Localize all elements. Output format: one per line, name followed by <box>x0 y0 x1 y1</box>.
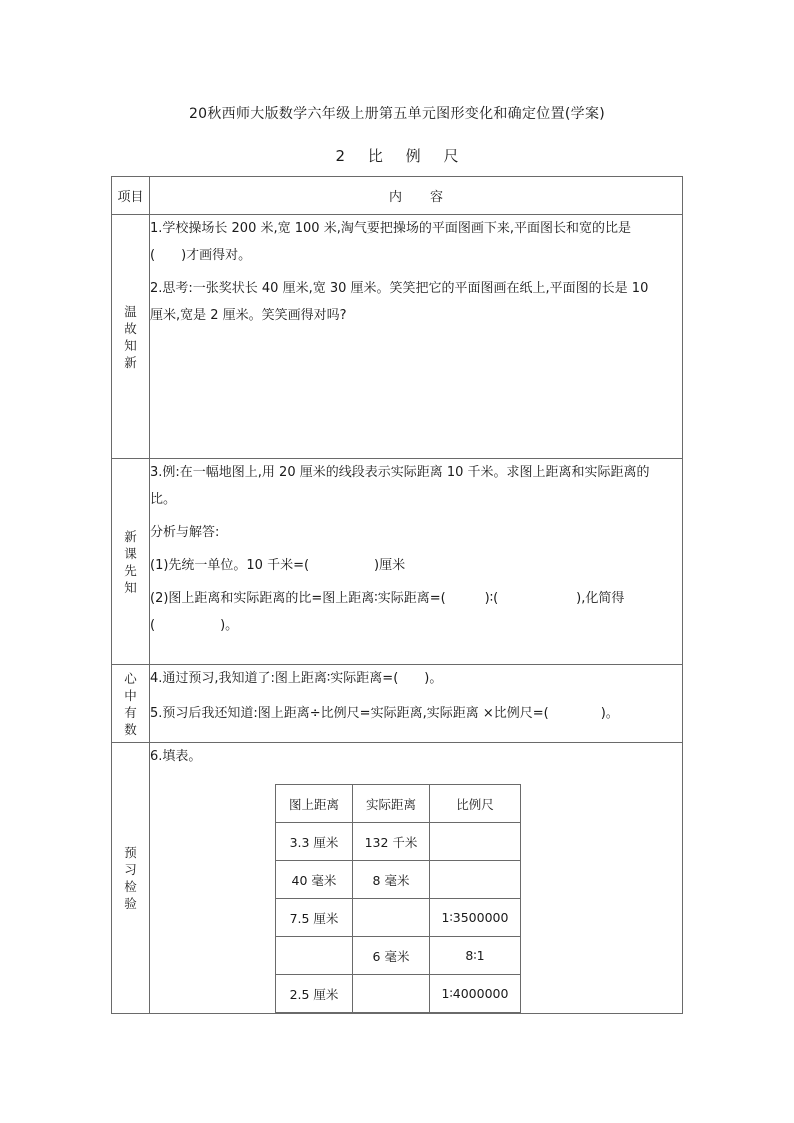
lesson-title-char-2: 例 <box>405 147 421 165</box>
section-review-label: 温故知新 <box>124 303 137 370</box>
section-mind <box>112 665 683 743</box>
worksheet-table <box>111 176 683 1014</box>
question-6: 6.填表。 <box>150 749 202 764</box>
question-4: 4.通过预习,我知道了:图上距离∶实际距离=( )。 <box>150 671 443 686</box>
table-row <box>276 975 521 1013</box>
map-distance-cell: 40 毫米 <box>276 861 353 899</box>
section-check-label: 预习检验 <box>124 845 137 911</box>
table-row <box>276 823 521 861</box>
analysis-heading: 分析与解答: <box>150 525 220 540</box>
step-1: (1)先统一单位。10 千米=( )厘米 <box>150 558 406 573</box>
header-content-char-2: 容 <box>430 190 444 205</box>
section-mind-label-cell <box>112 665 150 743</box>
header-content-cell <box>150 177 683 215</box>
actual-distance-cell: 6 毫米 <box>353 937 430 975</box>
section-review <box>112 215 683 459</box>
lesson-title <box>0 145 794 166</box>
scale-cell: 1∶4000000 <box>430 975 521 1013</box>
section-check-label-cell <box>112 743 150 1014</box>
section-new-lesson <box>112 459 683 665</box>
section-mind-label: 心中有数 <box>124 670 137 737</box>
table-row <box>276 899 521 937</box>
fill-table-header-map-distance: 图上距离 <box>276 785 353 823</box>
table-row <box>276 937 521 975</box>
section-new-lesson-label-cell <box>112 459 150 665</box>
question-2-line-2: 厘米,宽是 2 厘米。笑笑画得对吗? <box>150 308 347 323</box>
question-3-line-1: 3.例:在一幅地图上,用 20 厘米的线段表示实际距离 10 千米。求图上距离和实际距离的 <box>150 465 650 480</box>
question-2-line-1: 2.思考:一张奖状长 40 厘米,宽 30 厘米。笑笑把它的平面图画在纸上,平面图的长是 10 <box>150 281 649 296</box>
question-5: 5.预习后我还知道:图上距离÷比例尺=实际距离,实际距离 ×比例尺=( )。 <box>150 706 619 721</box>
fill-table-header-actual-distance: 实际距离 <box>353 785 430 823</box>
question-1-line-2: ( )才画得对。 <box>150 248 252 263</box>
actual-distance-cell: 132 千米 <box>353 823 430 861</box>
actual-distance-cell <box>353 975 430 1013</box>
header-content-char-1: 内 <box>388 190 402 205</box>
lesson-number: 2 <box>335 147 346 165</box>
document-title: 20秋西师大版数学六年级上册第五单元图形变化和确定位置(学案) <box>188 106 606 122</box>
fill-table-header-row <box>276 785 521 823</box>
section-new-lesson-content <box>150 459 683 665</box>
step-2-line-1: (2)图上距离和实际距离的比=图上距离∶实际距离=( )∶( ),化简得 <box>150 591 625 606</box>
header-item-cell <box>112 177 150 215</box>
map-distance-cell: 2.5 厘米 <box>276 975 353 1013</box>
map-distance-cell: 3.3 厘米 <box>276 823 353 861</box>
section-review-label-cell <box>112 215 150 459</box>
question-1-line-1: 1.学校操场长 200 米,宽 100 米,淘气要把操场的平面图画下来,平面图长和宽的比是 <box>150 221 631 236</box>
fill-in-table <box>275 784 521 1013</box>
actual-distance-cell <box>353 899 430 937</box>
table-row <box>276 861 521 899</box>
header-row <box>112 177 683 215</box>
question-3-line-2: 比。 <box>150 492 177 507</box>
scale-cell <box>430 861 521 899</box>
section-mind-content <box>150 665 683 743</box>
header-item-label: 项目 <box>117 190 144 205</box>
section-review-content <box>150 215 683 459</box>
section-check <box>112 743 683 1014</box>
step-2-line-2: ( )。 <box>150 618 239 633</box>
map-distance-cell <box>276 937 353 975</box>
scale-cell: 1∶3500000 <box>430 899 521 937</box>
fill-table-header-scale: 比例尺 <box>430 785 521 823</box>
section-new-lesson-label: 新课先知 <box>124 528 137 595</box>
map-distance-cell: 7.5 厘米 <box>276 899 353 937</box>
scale-cell <box>430 823 521 861</box>
scale-cell: 8∶1 <box>430 937 521 975</box>
lesson-title-char-3: 尺 <box>443 147 459 165</box>
lesson-title-char-1: 比 <box>367 147 383 165</box>
actual-distance-cell: 8 毫米 <box>353 861 430 899</box>
section-check-content <box>150 743 683 1014</box>
